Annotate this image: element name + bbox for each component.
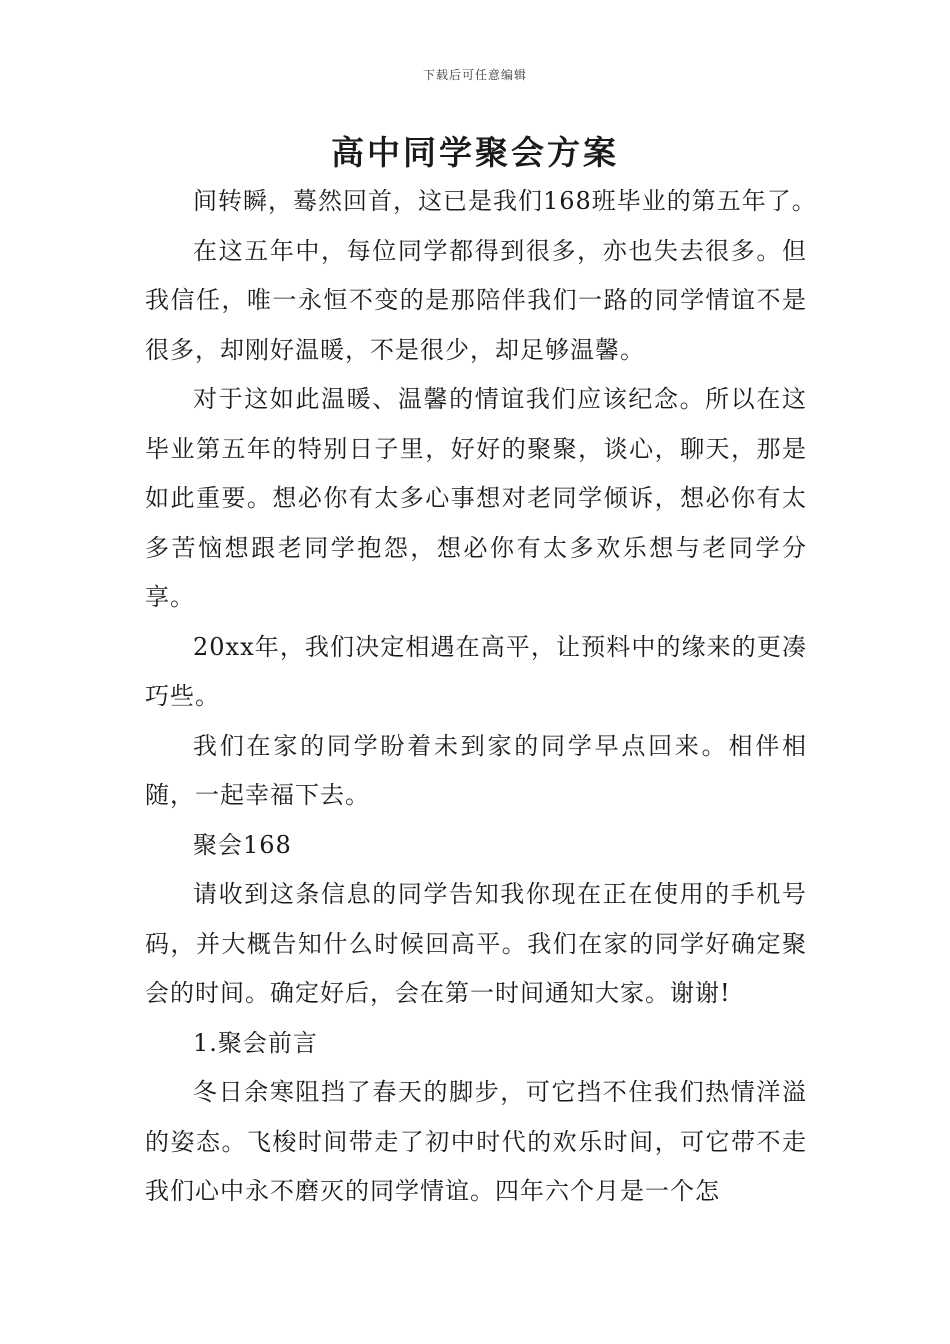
paragraph: 20xx年，我们决定相遇在高平，让预料中的缘来的更凑巧些。 [145, 632, 807, 710]
paragraph: 在这五年中，每位同学都得到很多，亦也失去很多。但我信任，唯一永恒不变的是那陪伴我们一路的同学情谊不是很多，却刚好温暖，不是很少，却足够温馨。 [145, 236, 807, 364]
document-body [145, 177, 817, 1217]
header-note: 下载后可任意编辑 [422, 68, 527, 82]
document-title: 高中同学聚会方案 [331, 133, 619, 172]
paragraph: 对于这如此温暖、温馨的情谊我们应该纪念。所以在这毕业第五年的特别日子里，好好的聚聚，谈心，聊天，那是如此重要。想必你有太多心事想对老同学倾诉，想必你有太多苦恼想跟老同学抱怨，想必你有太多欢乐想与老同学分享。 [145, 385, 807, 611]
paragraph: 冬日余寒阻挡了春天的脚步，可它挡不住我们热情洋溢的姿态。飞梭时间带走了初中时代的欢乐时间，可它带不走我们心中永不磨灭的同学情谊。四年六个月是一个怎 [145, 1078, 807, 1205]
paragraph: 请收到这条信息的同学告知我你现在正在使用的手机号码，并大概告知什么时候回高平。我们在家的同学好确定聚会的时间。确定好后，会在第一时间通知大家。谢谢! [145, 880, 807, 1007]
paragraph: 间转瞬，蓦然回首，这已是我们168班毕业的第五年了。 [193, 187, 817, 215]
section-label: 聚会168 [193, 830, 292, 859]
paragraph: 我们在家的同学盼着未到家的同学早点回来。相伴相随，一起幸福下去。 [145, 731, 807, 809]
section-heading: 1.聚会前言 [193, 1028, 318, 1057]
